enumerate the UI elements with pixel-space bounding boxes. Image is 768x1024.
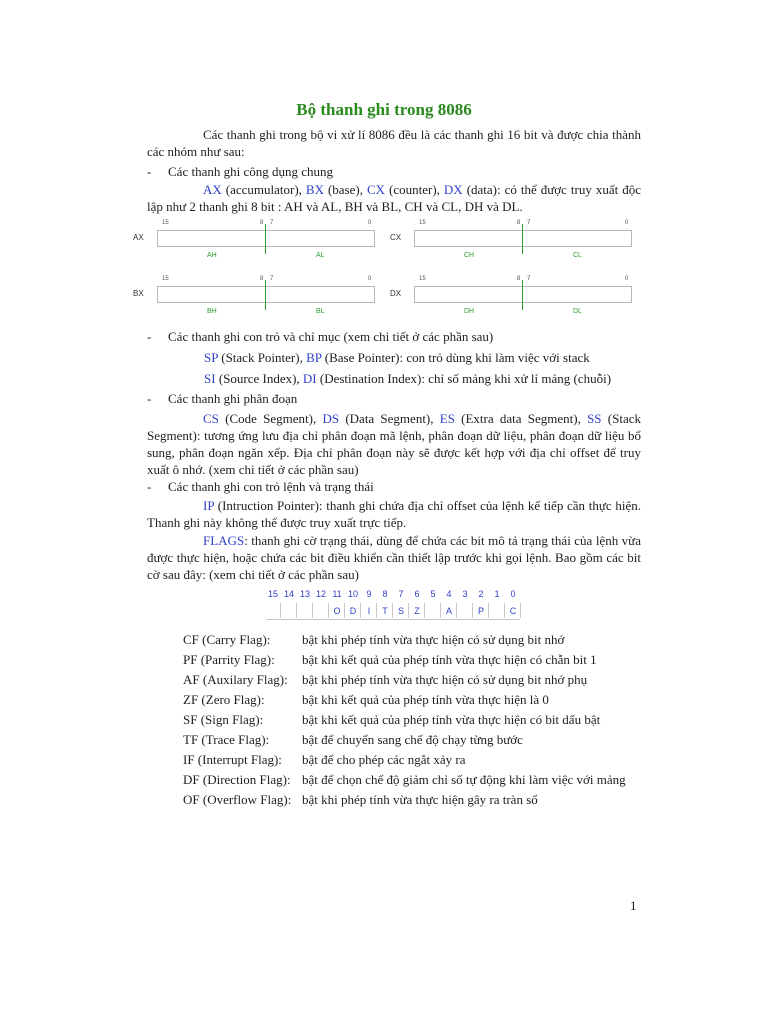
- ss-desc: (Stack Segment): tương ứng lưu địa chỉ phân đoạn mã lệnh, phân đoạn dữ liệu, phân đoạn dữ liệu bổ sung, phân đoạn ngăn xếp. Địa chỉ phân đoạn này sẽ được kết hợp với địa chỉ offset để truy xuất ô nhớ. (xem chi tiết ở các phần sau): [147, 411, 641, 477]
- bit-label-7: 7: [527, 220, 531, 226]
- flag-name: DF (Direction Flag):: [183, 772, 291, 787]
- register-dx: [390, 276, 640, 324]
- cx-term: CX: [366, 182, 386, 197]
- bit-label-8: 8: [517, 220, 521, 226]
- flag-bit-letter: O: [333, 606, 341, 616]
- register-box: [414, 286, 632, 303]
- bit-label-0: 0: [368, 220, 372, 226]
- flag-bit-cell: [314, 603, 329, 618]
- flag-name: IF (Interrupt Flag):: [183, 752, 282, 767]
- di-desc: (Destination Index): chỉ số mảng khi xử lí mảng (chuỗi): [316, 371, 612, 386]
- flag-bit-number: 4: [446, 589, 452, 599]
- bit-label-7: 7: [270, 220, 274, 226]
- flag-description: bật khi phép tính vừa thực hiện có sử dụng bit nhớ phụ: [302, 672, 588, 687]
- register-name: DX: [390, 289, 402, 298]
- flag-bit-number: 14: [283, 589, 294, 599]
- bullet-dash: -: [147, 329, 152, 344]
- flag-row: [183, 750, 626, 770]
- sp-term: SP: [204, 350, 218, 365]
- flag-row: [183, 710, 626, 730]
- bit-label-8: 8: [517, 276, 521, 282]
- flag-name: ZF (Zero Flag):: [183, 692, 265, 707]
- flag-name: OF (Overflow Flag):: [183, 792, 292, 807]
- register-ax: [133, 220, 383, 268]
- flag-description: bật để cho phép các ngắt xảy ra: [302, 752, 466, 767]
- ip-term: IP: [203, 498, 215, 513]
- flag-name: SF (Sign Flag):: [183, 712, 264, 727]
- flag-description: bật khi phép tính vừa thực hiện có sử dụng bit nhớ: [302, 632, 565, 647]
- bit-label-15: 15: [419, 220, 426, 226]
- flags-desc: : thanh ghi cờ trạng thái, dùng để chứa các bit mô tả trạng thái của lệnh vừa được thực hiện, hoặc chứa các bit điều khiển cần thiết lập trước khi gọi lệnh. Bao gồm các bit cờ sau đây: (xem chi tiết ở các phần sau): [147, 533, 641, 582]
- flag-name: PF (Parrity Flag):: [183, 652, 275, 667]
- status-registers-heading: Các thanh ghi con trỏ lệnh và trạng thái: [168, 479, 374, 494]
- flag-name: AF (Auxilary Flag):: [183, 672, 288, 687]
- flag-description: bật để chọn chế độ giảm chỉ số tự động khi làm việc với mảng: [302, 772, 626, 787]
- bit-label-0: 0: [368, 276, 372, 282]
- register-name: BX: [133, 289, 144, 298]
- bit-label-15: 15: [419, 276, 426, 282]
- bit-label-15: 15: [162, 276, 169, 282]
- bit-label-7: 7: [527, 276, 531, 282]
- register-low-byte: CL: [573, 252, 582, 259]
- bp-desc: (Base Pointer): con trỏ dùng khi làm việc với stack: [321, 350, 590, 365]
- bit-label-15: 15: [162, 220, 169, 226]
- flag-row: [183, 690, 626, 710]
- dx-desc: (data): có thể được truy xuất độc lập như 2 thanh ghi 8 bit : AH và AL, BH và BL, CH và CL, DH và DL.: [147, 182, 642, 214]
- flag-bit-cell: [458, 603, 473, 618]
- flag-description: bật khi kết quả của phép tính vừa thực hiện có bit dấu bật: [302, 712, 601, 727]
- bullet-dash: -: [147, 479, 152, 494]
- flag-bit-number: 3: [462, 589, 468, 599]
- flag-bit-number: 12: [315, 589, 326, 599]
- page-title: Bộ thanh ghi trong 8086: [296, 100, 472, 119]
- register-divider: [522, 280, 523, 310]
- bit-label-0: 0: [625, 220, 629, 226]
- register-high-byte: CH: [464, 252, 475, 259]
- dx-term: DX: [443, 182, 463, 197]
- register-low-byte: DL: [573, 308, 582, 315]
- bx-term: BX: [305, 182, 324, 197]
- flag-bit-number: 5: [430, 589, 436, 599]
- flag-bit-letter: S: [397, 606, 404, 616]
- register-divider: [522, 224, 523, 254]
- general-registers-heading: Các thanh ghi công dụng chung: [168, 164, 333, 179]
- cx-desc: (counter),: [385, 182, 444, 197]
- segment-registers-paragraph: [147, 410, 641, 478]
- flag-row: [183, 770, 626, 790]
- flag-bit-number: 10: [347, 589, 358, 599]
- bullet-segment-registers: [147, 390, 297, 407]
- flags-term: FLAGS: [203, 533, 245, 548]
- flag-row: [183, 790, 626, 810]
- flags-table: [183, 630, 626, 810]
- register-low-byte: BL: [316, 308, 325, 315]
- flag-description: bật khi kết quả của phép tính vừa thực hiện có chẵn bit 1: [302, 652, 597, 667]
- ip-desc: (Intruction Pointer): thanh ghi chứa địa chỉ offset của lệnh kế tiếp cần thực hiện. Thanh ghi này không thể được truy xuất trực tiếp.: [147, 498, 641, 530]
- flag-row: [183, 670, 626, 690]
- bullet-general-registers: [147, 163, 333, 180]
- flag-bit-number: 6: [414, 589, 420, 599]
- flag-bit-number: 15: [267, 589, 278, 599]
- flag-bit-number: 7: [398, 589, 404, 599]
- bit-label-0: 0: [625, 276, 629, 282]
- flag-bit-letter: I: [367, 606, 371, 616]
- flag-bit-cell: [266, 603, 281, 618]
- register-high-byte: DH: [464, 308, 475, 315]
- bp-term: BP: [306, 350, 322, 365]
- register-name: AX: [133, 233, 144, 242]
- flag-bit-number: 9: [366, 589, 372, 599]
- ds-term: DS: [322, 411, 340, 426]
- flag-bits-underline: [266, 619, 520, 620]
- flag-row: [183, 650, 626, 670]
- bit-label-7: 7: [270, 276, 274, 282]
- flag-bit-letter: D: [349, 606, 357, 616]
- bit-label-8: 8: [260, 276, 264, 282]
- ax-term: AX: [203, 182, 222, 197]
- sp-bp-line: [204, 349, 590, 366]
- ip-paragraph: [147, 497, 641, 531]
- flag-bit-cell: [490, 603, 505, 618]
- bullet-dash: -: [147, 164, 152, 179]
- flag-bit-number: 1: [494, 589, 500, 599]
- flag-description: bật khi phép tính vừa thực hiện gây ra tràn số: [302, 792, 538, 807]
- flag-row: [183, 730, 626, 750]
- flag-description: bật để chuyển sang chế độ chạy từng bước: [302, 732, 523, 747]
- cs-desc: (Code Segment),: [218, 411, 323, 426]
- flag-bit-letter: C: [509, 606, 517, 616]
- bit-label-8: 8: [260, 220, 264, 226]
- register-cx: [390, 220, 640, 268]
- flag-bit-letter: P: [477, 606, 484, 616]
- flag-bit-cell: [282, 603, 297, 618]
- flag-bit-number: 2: [478, 589, 484, 599]
- register-high-byte: AH: [207, 252, 217, 259]
- register-divider: [265, 224, 266, 254]
- bx-desc: (base),: [323, 182, 367, 197]
- general-registers-paragraph: [147, 181, 641, 215]
- bullet-dash: -: [147, 391, 152, 406]
- segment-registers-heading: Các thanh ghi phân đoạn: [168, 391, 298, 406]
- flag-bit-number: 13: [299, 589, 310, 599]
- register-divider: [265, 280, 266, 310]
- page-number: 1: [630, 898, 637, 913]
- flag-bit-number: 8: [382, 589, 388, 599]
- bullet-pointer-registers: [147, 328, 493, 345]
- flag-bit-letter: A: [445, 606, 452, 616]
- register-high-byte: BH: [207, 308, 217, 315]
- es-term: ES: [439, 411, 455, 426]
- register-box: [157, 230, 375, 247]
- flag-description: bật khi kết quả của phép tính vừa thực hiện là 0: [302, 692, 549, 707]
- flag-name: CF (Carry Flag):: [183, 632, 271, 647]
- ax-desc: (accumulator),: [221, 182, 306, 197]
- si-term: SI: [204, 371, 216, 386]
- register-box: [157, 286, 375, 303]
- bullet-status-registers: [147, 478, 374, 495]
- register-bx: [133, 276, 383, 324]
- flag-row: [183, 630, 626, 650]
- register-box: [414, 230, 632, 247]
- register-name: CX: [390, 233, 402, 242]
- sp-desc: (Stack Pointer),: [217, 350, 307, 365]
- flags-paragraph: [147, 532, 641, 583]
- flag-bit-number: 11: [332, 589, 342, 599]
- cs-term: CS: [203, 411, 219, 426]
- flag-name: TF (Trace Flag):: [183, 732, 270, 747]
- si-desc: (Source Index),: [215, 371, 303, 386]
- flag-bit-number: 0: [510, 589, 516, 599]
- es-desc: (Extra data Segment),: [454, 411, 588, 426]
- flag-bit-letter: T: [382, 606, 388, 616]
- register-low-byte: AL: [316, 252, 325, 259]
- pointer-registers-heading: Các thanh ghi con trỏ và chỉ mục (xem chi tiết ở các phần sau): [168, 329, 494, 344]
- di-term: DI: [302, 371, 317, 386]
- intro-paragraph: Các thanh ghi trong bộ vi xử lí 8086 đều là các thanh ghi 16 bit và được chia thành các nhóm như sau:: [147, 127, 641, 159]
- flag-bit-cell: [298, 603, 313, 618]
- ds-desc: (Data Segment),: [339, 411, 440, 426]
- flag-bit-letter: Z: [414, 606, 420, 616]
- ss-term: SS: [587, 411, 602, 426]
- si-di-line: [204, 370, 611, 387]
- flag-bit-cell: [426, 603, 441, 618]
